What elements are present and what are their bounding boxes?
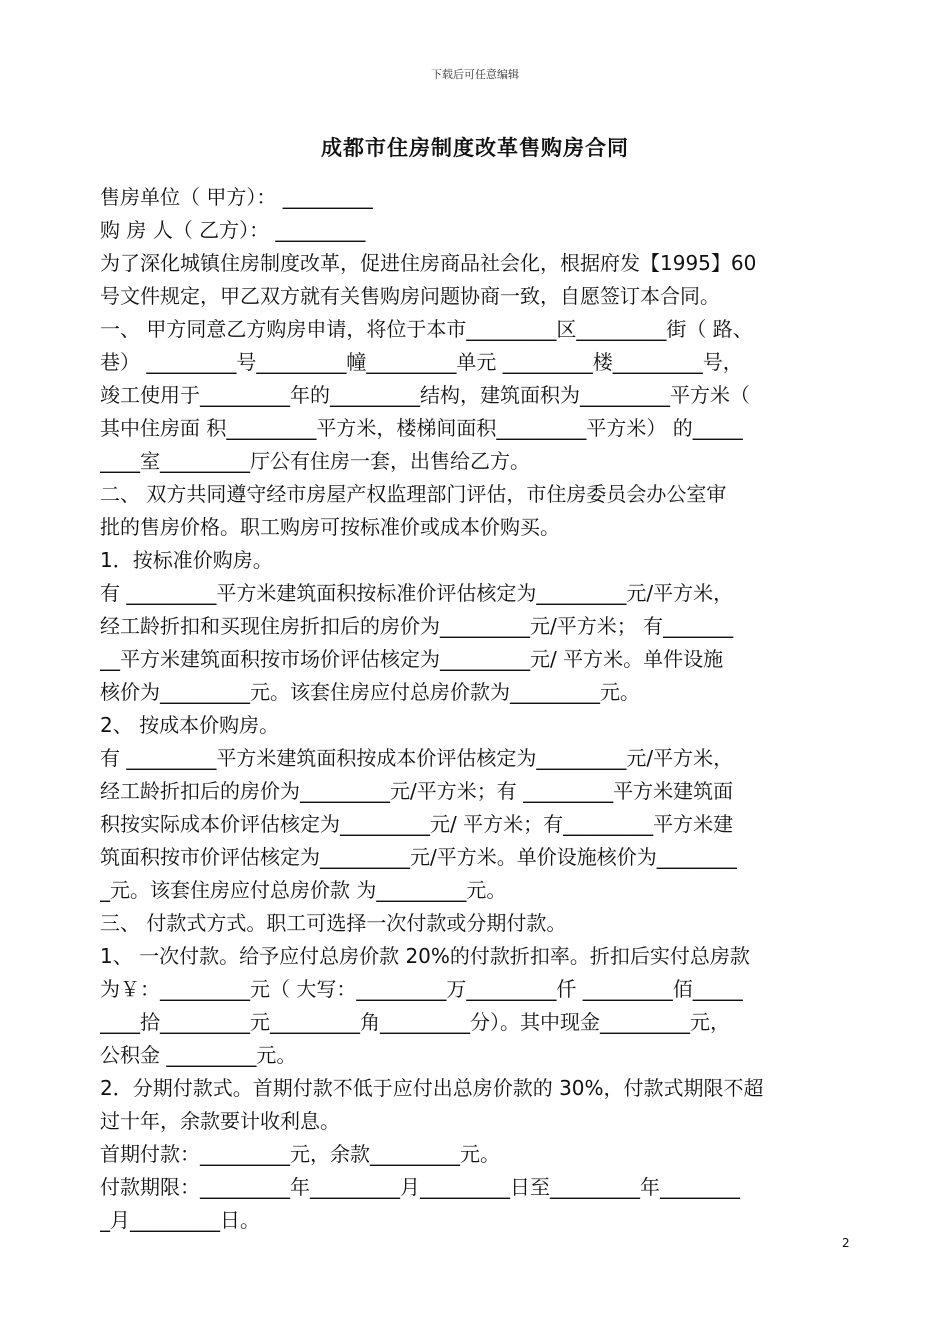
header-note: 下载后可任意编辑 (431, 68, 519, 81)
text-line: 三、 付款式方式。职工可选择一次付款或分期付款。 (100, 911, 567, 935)
text-line: 购 房 人（ 乙方）： _________ (100, 218, 366, 242)
contract-title: 成都市住房制度改革售购房合同 (321, 136, 629, 160)
text-line: 为￥：_________元（ 大写：_________万_________仟 _________佰_____ (100, 977, 743, 1001)
text-line: _月_________日。 (100, 1208, 260, 1232)
text-line: 竣工使用于_________年的_________结构，建筑面积为_________平方米（ (100, 383, 750, 407)
text-line: 经工龄折扣后的房价为_________元/平方米；有 _________平方米建筑面 (100, 779, 734, 803)
text-line: _元。该套住房应付总房价款 为_________元。 (100, 878, 507, 902)
page-number: 2 (842, 1236, 850, 1250)
text-line: 1．按标准价购房。 (100, 548, 273, 572)
text-line: 核价为_________元。该套住房应付总房价款为_________元。 (100, 680, 640, 704)
text-line: 售房单位（ 甲方）： _________ (100, 185, 373, 209)
text-line: 首期付款：_________元，余款_________元。 (100, 1142, 500, 1166)
text-line: 付款期限：_________年_________月_________日至_________年________ (100, 1175, 740, 1199)
text-line: 为了深化城镇住房制度改革，促进住房商品社会化，根据府发【1995】60 (100, 251, 757, 275)
text-line: __平方米建筑面积按市场价评估核定为_________元/ 平方米。单件设施 (100, 647, 724, 671)
text-line: 积按实际成本价评估核定为_________元/ 平方米；有_________平方米建 (100, 812, 734, 836)
text-line: 有 _________平方米建筑面积按成本价评估核定为_________元/平方米， (100, 746, 734, 770)
text-line: ____室_________厅公有住房一套，出售给乙方。 (100, 449, 530, 473)
text-line: 过十年，余款要计收利息。 (100, 1109, 340, 1133)
text-line: 其中住房面 积_________平方米，楼梯间面积_________平方米） 的_____ (100, 416, 743, 440)
text-line: 经工龄折扣和买现住房折扣后的房价为_________元/平方米； 有_______ (100, 614, 734, 638)
text-line: 巷） _________号_________幢_________单元 _________楼_________号， (100, 350, 743, 374)
text-line: 二、 双方共同遵守经市房屋产权监理部门评估，市住房委员会办公室审 (100, 482, 727, 506)
text-line: 一、 甲方同意乙方购房申请，将位于本市_________区_________街（ 路、 (100, 317, 753, 341)
text-line: ____拾_________元_________角_________分）。其中现金_________元， (100, 1010, 730, 1034)
text-line: 2．分期付款式。首期付款不低于应付出总房价款的 30%，付款式期限不超 (100, 1076, 764, 1100)
text-line: 批的售房价格。职工购房可按标准价或成本价购买。 (100, 515, 560, 539)
contract-body (100, 181, 845, 1237)
text-line: 2、 按成本价购房。 (100, 713, 280, 737)
text-line: 有 _________平方米建筑面积按标准价评估核定为_________元/平方米， (100, 581, 734, 605)
text-line: 1、 一次付款。给予应付总房价款 20%的付款折扣率。折扣后实付总房款 (100, 944, 750, 968)
text-line: 筑面积按市价评估核定为_________元/平方米。单价设施核价为________ (100, 845, 737, 869)
text-line: 公积金 _________元。 (100, 1043, 297, 1067)
text-line: 号文件规定，甲乙双方就有关售购房问题协商一致，自愿签订本合同。 (100, 284, 720, 308)
